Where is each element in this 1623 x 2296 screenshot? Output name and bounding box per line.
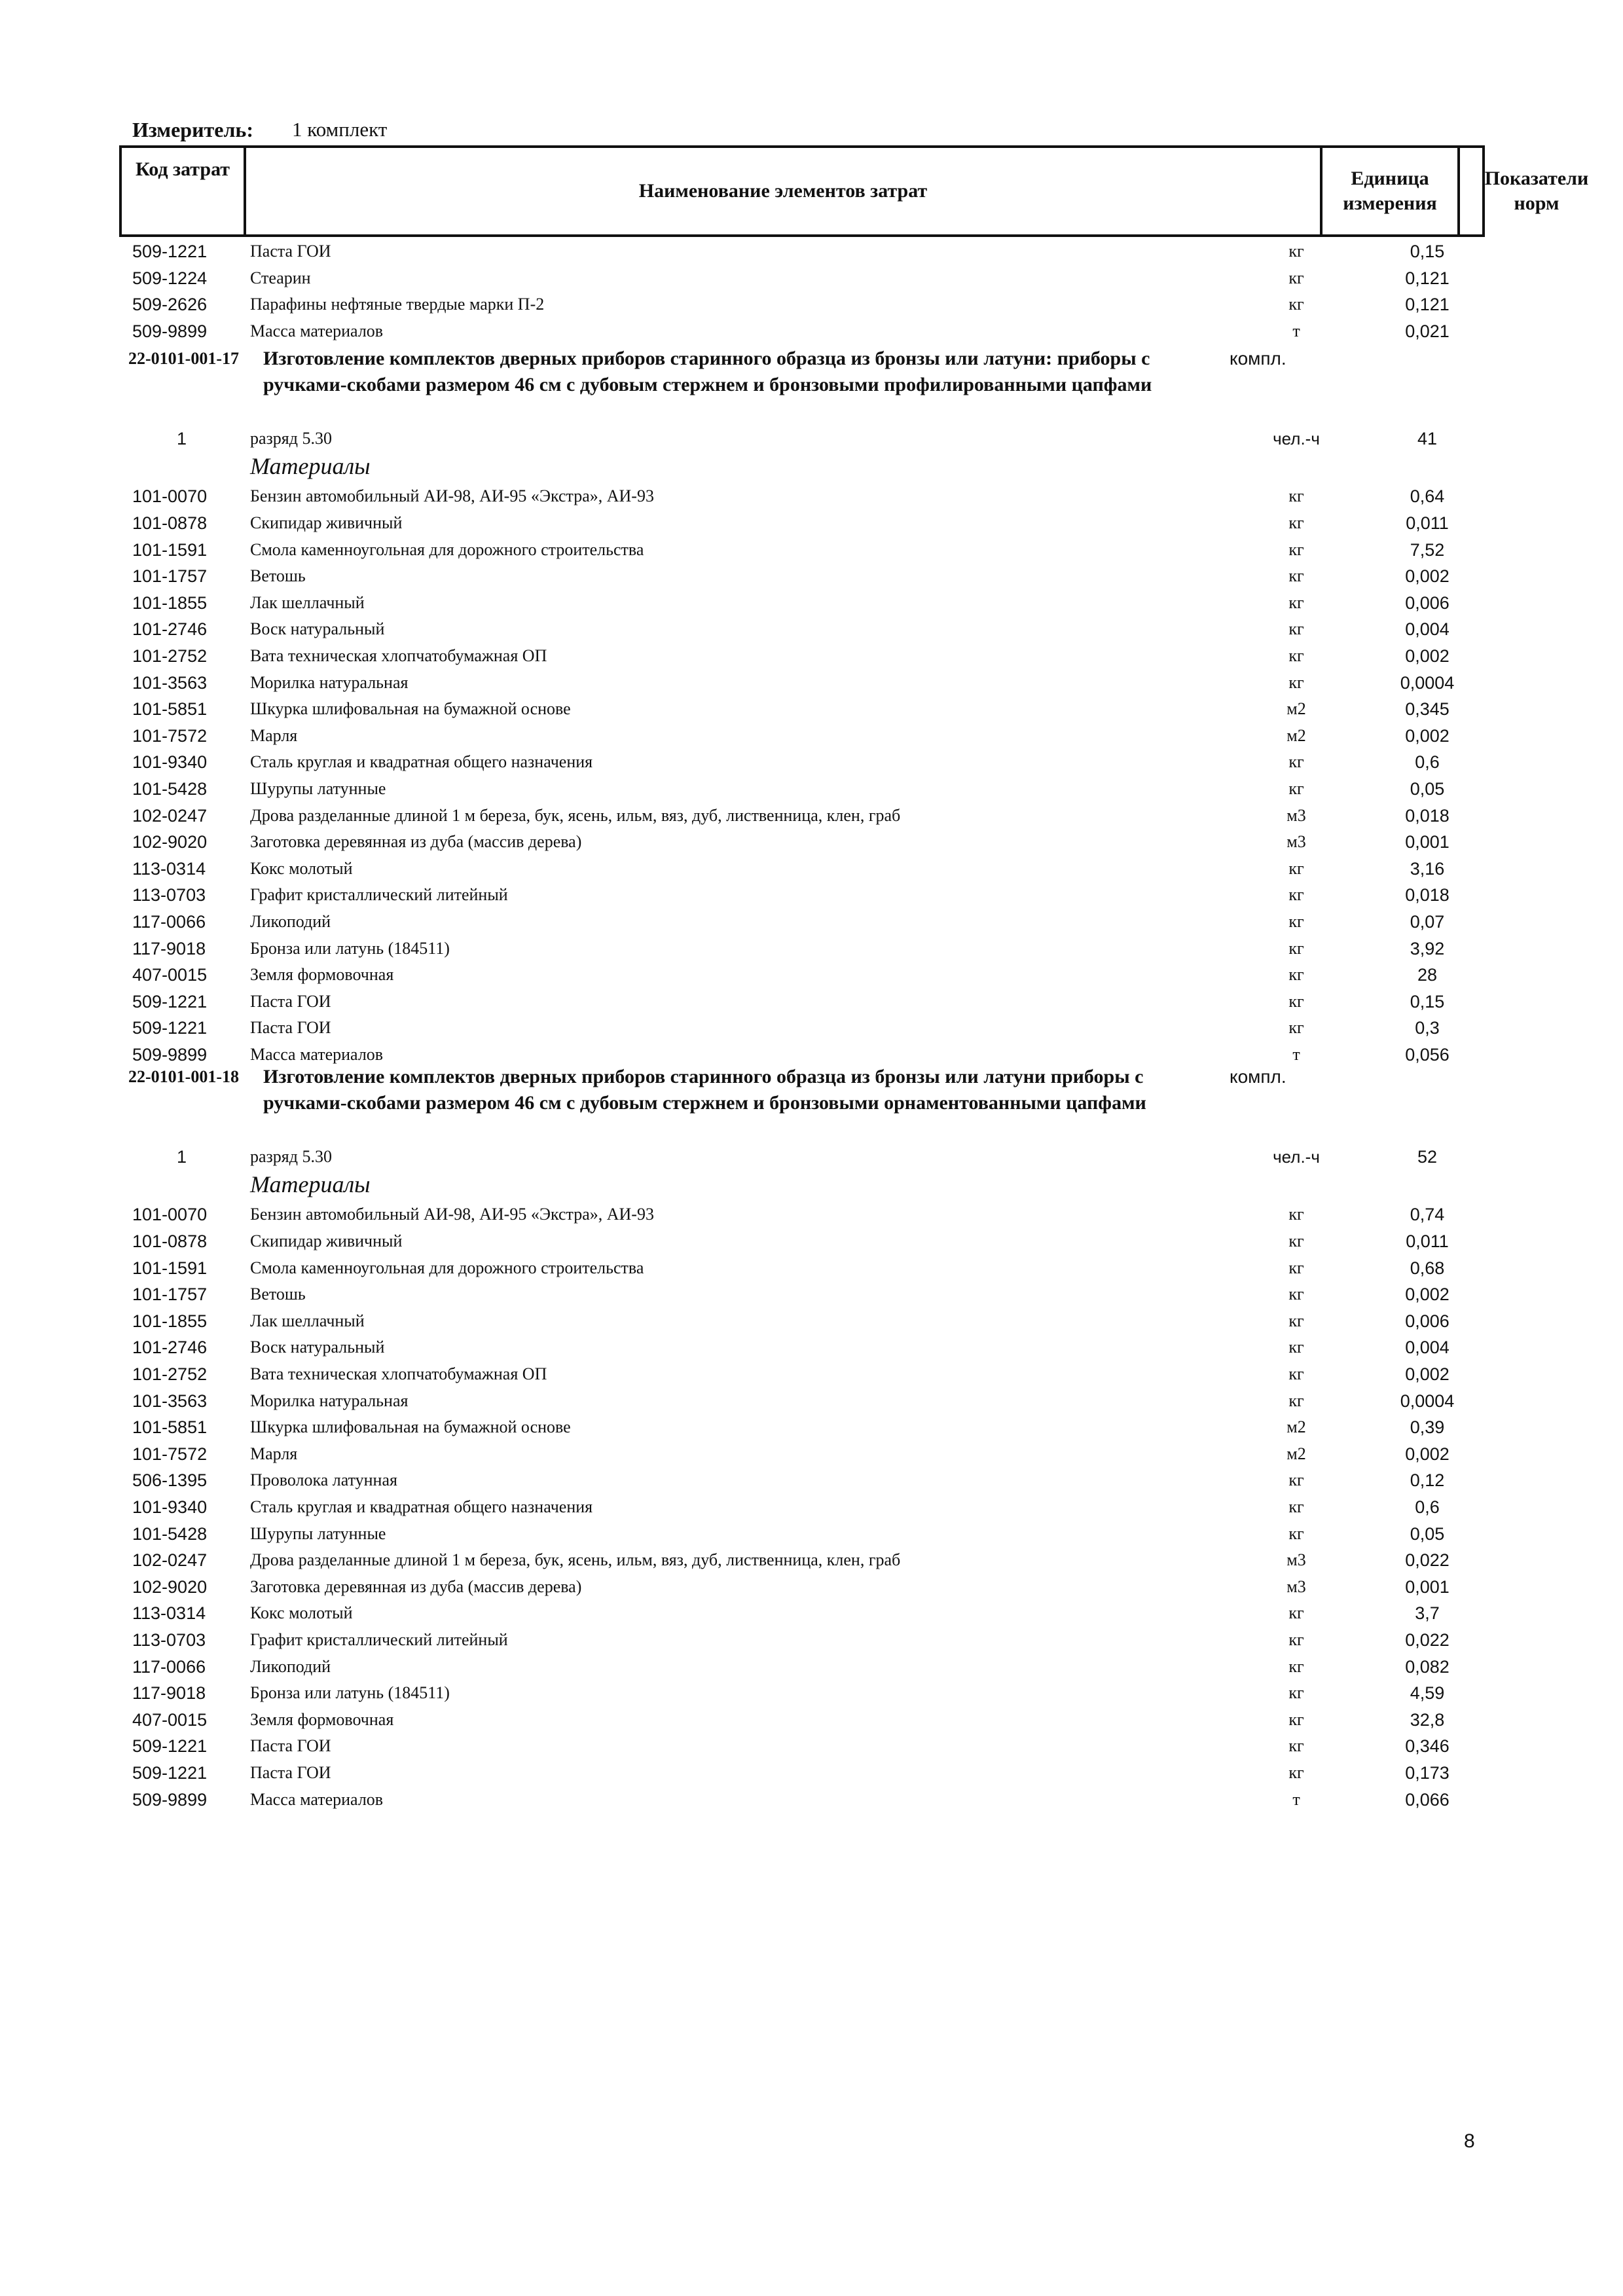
- norm-value: 0,022: [1405, 1630, 1450, 1650]
- section-code: 22-0101-001-18: [128, 1067, 239, 1086]
- norm-value: 0,15: [1410, 242, 1445, 261]
- norm-value: 4,59: [1410, 1683, 1445, 1704]
- item-unit: кг: [1288, 592, 1304, 612]
- norm-value: 28: [1417, 965, 1438, 985]
- labor-index: 1: [177, 1146, 187, 1167]
- item-name: Бронза или латунь (184511): [250, 1683, 450, 1703]
- item-name: Ветошь: [250, 1285, 306, 1304]
- item-unit: кг: [1288, 1364, 1304, 1383]
- cost-code: 117-9018: [132, 1683, 206, 1704]
- header-unit: Единица измерения: [1343, 168, 1437, 214]
- item-unit: м2: [1286, 725, 1306, 745]
- labor-value: 41: [1417, 428, 1438, 448]
- item-name: Графит кристаллический литейный: [250, 1630, 508, 1649]
- item-name: Паста ГОИ: [250, 242, 331, 261]
- cost-code: 101-7572: [132, 725, 208, 746]
- cost-code: 101-0878: [132, 513, 208, 533]
- cost-code: 509-1224: [132, 268, 208, 288]
- norm-value: 0,64: [1410, 486, 1445, 507]
- norm-value: 0,68: [1410, 1258, 1445, 1278]
- norm-value: 0,002: [1405, 1364, 1450, 1384]
- item-unit: кг: [1288, 486, 1304, 506]
- item-name: Шурупы латунные: [250, 779, 386, 798]
- item-unit: кг: [1288, 1338, 1304, 1357]
- item-unit: кг: [1288, 779, 1304, 798]
- cost-code: 101-1855: [132, 1311, 208, 1331]
- item-name: Бензин автомобильный АИ-98, АИ-95 «Экстра», АИ-93: [250, 1205, 654, 1224]
- cost-code: 509-1221: [132, 1763, 208, 1783]
- item-name: Масса материалов: [250, 1045, 384, 1064]
- cost-code: 101-0878: [132, 1231, 208, 1251]
- item-unit: кг: [1288, 885, 1304, 905]
- cost-code: 101-3563: [132, 1391, 208, 1411]
- item-name: Земля формовочная: [250, 965, 394, 985]
- norm-value: 0,082: [1405, 1656, 1450, 1677]
- item-name: Смола каменноугольная для дорожного строительства: [250, 539, 644, 559]
- materials-heading: Материалы: [250, 453, 371, 480]
- item-unit: кг: [1288, 646, 1304, 665]
- item-unit: кг: [1288, 1603, 1304, 1623]
- norm-value: 0,002: [1405, 725, 1450, 746]
- norm-value: 0,002: [1405, 1285, 1450, 1305]
- item-unit: м3: [1286, 1550, 1306, 1570]
- cost-code: 117-9018: [132, 938, 206, 958]
- item-unit: кг: [1288, 1205, 1304, 1224]
- item-name: Ликоподий: [250, 1656, 331, 1676]
- item-unit: кг: [1288, 566, 1304, 586]
- item-unit: кг: [1288, 295, 1304, 314]
- item-unit: кг: [1288, 1763, 1304, 1782]
- item-name: Скипидар живичный: [250, 513, 403, 532]
- item-name: Паста ГОИ: [250, 1763, 331, 1782]
- item-name: Графит кристаллический литейный: [250, 885, 508, 905]
- header-norm: Показатели норм: [1484, 168, 1589, 214]
- norm-value: 0,0004: [1400, 672, 1455, 693]
- cost-code: 101-5428: [132, 1523, 208, 1544]
- cost-code: 101-7572: [132, 1444, 208, 1464]
- norm-value: 0,022: [1405, 1550, 1450, 1571]
- item-name: Заготовка деревянная из дуба (массив дерева): [250, 1576, 582, 1596]
- cost-code: 113-0314: [132, 858, 206, 879]
- cost-code: 509-1221: [132, 1736, 208, 1757]
- measure-label: Измеритель:: [132, 118, 253, 141]
- cost-code: 509-1221: [132, 991, 208, 1011]
- norm-value: 0,3: [1415, 1018, 1440, 1038]
- item-unit: кг: [1288, 1630, 1304, 1649]
- item-name: Марля: [250, 725, 298, 745]
- item-unit: кг: [1288, 1470, 1304, 1490]
- norm-value: 0,011: [1406, 513, 1449, 533]
- norm-value: 0,6: [1415, 752, 1440, 773]
- section-unit: компл.: [1230, 1066, 1286, 1087]
- norm-value: 7,52: [1410, 539, 1445, 560]
- item-name: Вата техническая хлопчатобумажная ОП: [250, 646, 547, 665]
- item-name: Морилка натуральная: [250, 672, 409, 692]
- item-name: Проволока латунная: [250, 1470, 397, 1490]
- item-name: Дрова разделанные длиной 1 м береза, бук, ясень, ильм, вяз, дуб, лиственница, клен, граб: [250, 805, 901, 825]
- item-unit: кг: [1288, 1709, 1304, 1729]
- item-name: Кокс молотый: [250, 1603, 353, 1623]
- labor-value: 52: [1417, 1146, 1438, 1167]
- item-name: Шурупы латунные: [250, 1523, 386, 1543]
- cost-code: 101-5851: [132, 1417, 208, 1438]
- item-unit: кг: [1288, 1683, 1304, 1703]
- cost-code: 101-5428: [132, 779, 208, 799]
- item-unit: кг: [1288, 1497, 1304, 1516]
- cost-code: 102-9020: [132, 832, 208, 852]
- norm-value: 0,002: [1405, 1444, 1450, 1464]
- measure-value: 1 комплект: [292, 118, 388, 141]
- cost-code: 101-0070: [132, 1205, 208, 1225]
- labor-index: 1: [177, 428, 187, 448]
- item-name: Воск натуральный: [250, 619, 385, 639]
- item-unit: кг: [1288, 752, 1304, 772]
- norm-value: 0,056: [1405, 1045, 1450, 1065]
- item-name: Шкурка шлифовальная на бумажной основе: [250, 1417, 571, 1437]
- item-name: Марля: [250, 1444, 298, 1463]
- item-unit: кг: [1288, 1656, 1304, 1676]
- item-name: Стеарин: [250, 268, 311, 287]
- cost-code: 113-0703: [132, 1630, 206, 1650]
- cost-code: 102-0247: [132, 805, 208, 826]
- cost-code: 101-1757: [132, 1285, 208, 1305]
- cost-code: 113-0314: [132, 1603, 206, 1624]
- table-header: [119, 145, 1589, 237]
- norm-value: 0,05: [1410, 1523, 1445, 1544]
- cost-code: 509-9899: [132, 1789, 208, 1810]
- item-unit: т: [1292, 321, 1300, 340]
- cost-code: 113-0703: [132, 885, 206, 905]
- item-name: Масса материалов: [250, 1789, 384, 1809]
- cost-code: 407-0015: [132, 1709, 208, 1730]
- item-name: Лак шеллачный: [250, 1311, 365, 1330]
- cost-code: 101-2752: [132, 1364, 208, 1384]
- item-name: Парафины нефтяные твердые марки П-2: [250, 295, 545, 314]
- item-name: Заготовка деревянная из дуба (массив дерева): [250, 832, 582, 852]
- item-unit: кг: [1288, 938, 1304, 958]
- item-unit: кг: [1288, 965, 1304, 985]
- norm-value: 0,018: [1405, 885, 1450, 905]
- item-unit: кг: [1288, 672, 1304, 692]
- item-name: Сталь круглая и квадратная общего назначения: [250, 1497, 593, 1516]
- item-name: Ветошь: [250, 566, 306, 586]
- item-unit: м3: [1286, 1576, 1306, 1596]
- norm-value: 3,7: [1415, 1603, 1440, 1624]
- norm-value: 0,121: [1405, 295, 1450, 315]
- item-unit: кг: [1288, 1285, 1304, 1304]
- item-name: Паста ГОИ: [250, 1018, 331, 1038]
- item-name: Кокс молотый: [250, 858, 353, 878]
- norm-value: 0,12: [1410, 1470, 1445, 1491]
- item-name: Паста ГОИ: [250, 1736, 331, 1756]
- norm-value: 32,8: [1410, 1709, 1445, 1730]
- item-unit: кг: [1288, 1311, 1304, 1330]
- item-unit: кг: [1288, 1258, 1304, 1277]
- item-name: Паста ГОИ: [250, 991, 331, 1011]
- norm-value: 0,173: [1405, 1763, 1450, 1783]
- cost-code: 509-1221: [132, 1018, 208, 1038]
- item-unit: кг: [1288, 1523, 1304, 1543]
- item-unit: м2: [1286, 699, 1306, 719]
- cost-code: 101-9340: [132, 752, 208, 773]
- item-unit: кг: [1288, 991, 1304, 1011]
- norm-value: 0,001: [1405, 1576, 1450, 1597]
- materials-heading: Материалы: [250, 1171, 371, 1198]
- norm-value: 0,066: [1405, 1789, 1450, 1810]
- item-unit: кг: [1288, 513, 1304, 532]
- item-name: Ликоподий: [250, 912, 331, 931]
- norm-value: 3,16: [1410, 858, 1445, 879]
- page-number: 8: [1464, 2130, 1475, 2152]
- item-unit: кг: [1288, 619, 1304, 639]
- item-name: Воск натуральный: [250, 1338, 385, 1357]
- item-name: Дрова разделанные длиной 1 м береза, бук, ясень, ильм, вяз, дуб, лиственница, клен, граб: [250, 1550, 901, 1570]
- labor-name: разряд 5.30: [250, 428, 332, 448]
- cost-code: 101-1591: [132, 1258, 208, 1278]
- norm-value: 0,0004: [1400, 1391, 1455, 1411]
- norm-value: 0,15: [1410, 991, 1445, 1011]
- item-unit: т: [1292, 1045, 1300, 1064]
- labor-name: разряд 5.30: [250, 1146, 332, 1166]
- item-unit: м3: [1286, 832, 1306, 852]
- cost-code: 117-0066: [132, 1656, 206, 1677]
- item-unit: кг: [1288, 1018, 1304, 1038]
- item-unit: кг: [1288, 1736, 1304, 1756]
- item-name: Масса материалов: [250, 321, 384, 340]
- item-unit: кг: [1288, 1391, 1304, 1410]
- norm-value: 0,006: [1405, 592, 1450, 613]
- norm-value: 0,05: [1410, 779, 1445, 799]
- cost-code: 101-1757: [132, 566, 208, 587]
- item-unit: кг: [1288, 242, 1304, 261]
- item-unit: кг: [1288, 858, 1304, 878]
- norm-value: 0,74: [1410, 1205, 1445, 1225]
- item-name: Сталь круглая и квадратная общего назначения: [250, 752, 593, 772]
- section-unit: компл.: [1230, 348, 1286, 369]
- cost-code: 101-2752: [132, 646, 208, 666]
- cost-code: 509-2626: [132, 295, 208, 315]
- cost-code: 101-9340: [132, 1497, 208, 1517]
- cost-code: 101-1591: [132, 539, 208, 560]
- norm-value: 0,345: [1405, 699, 1450, 720]
- cost-code: 101-2746: [132, 619, 208, 640]
- cost-code: 509-9899: [132, 321, 208, 341]
- cost-code: 506-1395: [132, 1470, 208, 1491]
- norm-value: 0,346: [1405, 1736, 1450, 1757]
- item-unit: кг: [1288, 912, 1304, 931]
- norm-value: 0,002: [1405, 566, 1450, 587]
- item-unit: кг: [1288, 268, 1304, 287]
- header-code: Код затрат: [135, 158, 230, 180]
- item-unit: кг: [1288, 1231, 1304, 1250]
- item-name: Бронза или латунь (184511): [250, 938, 450, 958]
- norm-value: 0,07: [1410, 912, 1445, 932]
- item-name: Лак шеллачный: [250, 592, 365, 612]
- cost-code: 509-9899: [132, 1045, 208, 1065]
- cost-code: 509-1221: [132, 242, 208, 261]
- cost-code: 102-9020: [132, 1576, 208, 1597]
- norm-value: 0,018: [1405, 805, 1450, 826]
- item-name: Земля формовочная: [250, 1709, 394, 1729]
- norm-value: 3,92: [1410, 938, 1445, 958]
- item-name: Бензин автомобильный АИ-98, АИ-95 «Экстра», АИ-93: [250, 486, 654, 506]
- norm-value: 0,004: [1405, 1338, 1450, 1358]
- cost-code: 407-0015: [132, 965, 208, 985]
- norm-value: 0,001: [1405, 832, 1450, 852]
- item-name: Шкурка шлифовальная на бумажной основе: [250, 699, 571, 719]
- norm-value: 0,121: [1405, 268, 1450, 288]
- cost-code: 102-0247: [132, 1550, 208, 1571]
- cost-code: 101-5851: [132, 699, 208, 720]
- item-unit: м2: [1286, 1417, 1306, 1437]
- item-name: Скипидар живичный: [250, 1231, 403, 1250]
- item-name: Морилка натуральная: [250, 1391, 409, 1410]
- labor-unit: чел.-ч: [1273, 428, 1320, 448]
- norm-value: 0,002: [1405, 646, 1450, 666]
- item-name: Вата техническая хлопчатобумажная ОП: [250, 1364, 547, 1383]
- norm-value: 0,011: [1406, 1231, 1449, 1251]
- cost-code: 117-0066: [132, 912, 206, 932]
- section-title: Изготовление комплектов дверных приборов старинного образца из бронзы или латуни: приборы с ручками-скобами размером 46 см с дубовым стержнем и бронзовыми профилированными цапфами: [263, 348, 1152, 395]
- section-code: 22-0101-001-17: [128, 349, 239, 368]
- norm-value: 0,6: [1415, 1497, 1440, 1517]
- labor-unit: чел.-ч: [1273, 1146, 1320, 1167]
- cost-code: 101-0070: [132, 486, 208, 507]
- cost-code: 101-1855: [132, 592, 208, 613]
- norm-value: 0,004: [1405, 619, 1450, 640]
- item-name: Смола каменноугольная для дорожного строительства: [250, 1258, 644, 1277]
- section-title: Изготовление комплектов дверных приборов старинного образца из бронзы или латуни приборы с ручками-скобами размером 46 см с дубовым стержнем и бронзовыми орнаментованными цапфами: [263, 1066, 1146, 1114]
- item-unit: т: [1292, 1789, 1300, 1809]
- header-name: Наименование элементов затрат: [638, 180, 928, 202]
- norm-value: 0,006: [1405, 1311, 1450, 1331]
- cost-code: 101-2746: [132, 1338, 208, 1358]
- item-unit: м3: [1286, 805, 1306, 825]
- norm-value: 0,39: [1410, 1417, 1445, 1438]
- item-unit: м2: [1286, 1444, 1306, 1463]
- item-unit: кг: [1288, 539, 1304, 559]
- cost-code: 101-3563: [132, 672, 208, 693]
- norm-value: 0,021: [1405, 321, 1450, 341]
